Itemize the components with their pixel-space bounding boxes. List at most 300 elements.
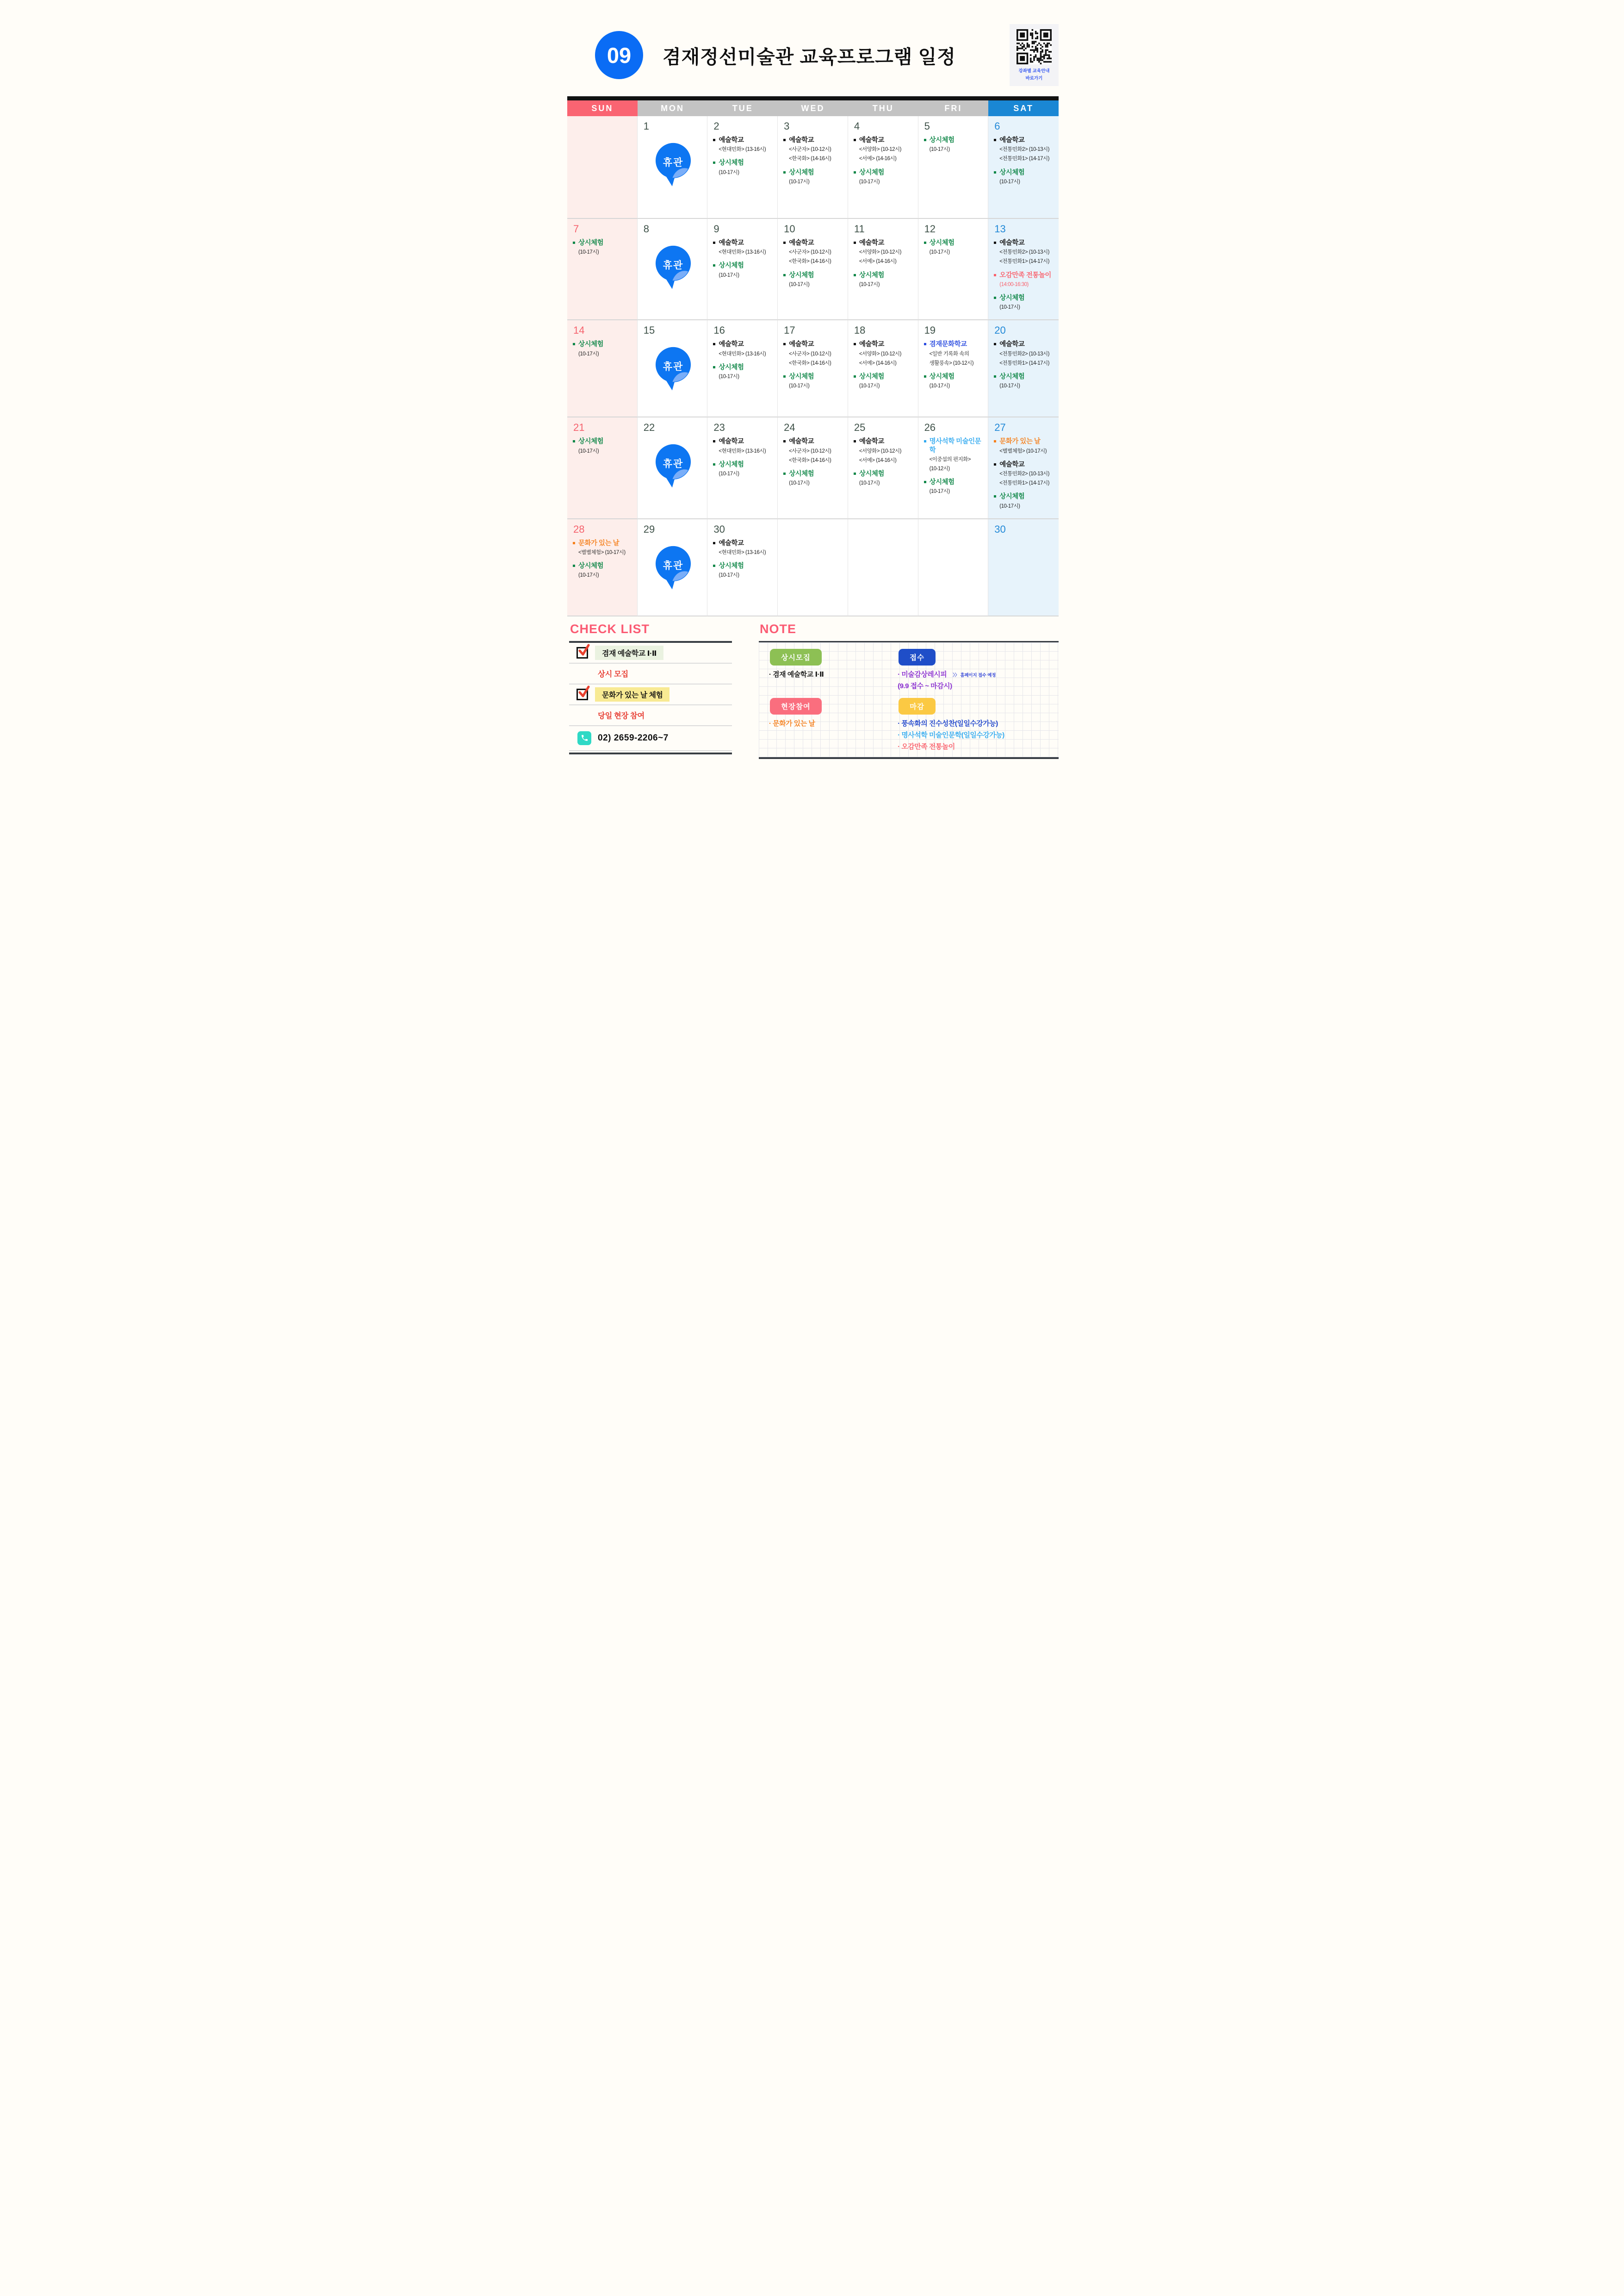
event-item xyxy=(713,437,774,455)
note-item: (9.9 접수 ~ 마감시) xyxy=(898,682,952,690)
closed-sticker xyxy=(653,244,694,291)
event-detail: <전통민화1> (14-17시) xyxy=(999,360,1049,366)
event-title: 상시체험 xyxy=(929,137,955,144)
event-body xyxy=(789,271,814,289)
event-item xyxy=(783,437,844,465)
event-detail: (10-17시) xyxy=(578,572,599,579)
event-detail: <서양화> (10-12시) xyxy=(859,249,901,255)
event-detail: <전통민화1> (14-17시) xyxy=(999,156,1049,162)
closed-label: 휴관 xyxy=(663,260,684,271)
event-bullet-icon xyxy=(854,242,856,244)
qr-caption-line1: 강좌별 교육안내 xyxy=(1018,68,1050,74)
bottom-section xyxy=(569,622,1059,759)
calendar-cell xyxy=(707,116,778,219)
event-bullet-icon xyxy=(924,481,926,483)
event-bullet-icon xyxy=(924,343,926,345)
calendar-cell xyxy=(918,219,989,320)
poster-page xyxy=(541,0,1083,765)
event-body xyxy=(999,437,1047,455)
event-detail: <서예> (14-16시) xyxy=(859,360,897,366)
event-body xyxy=(930,340,974,367)
calendar-cell xyxy=(567,320,638,417)
checklist-item xyxy=(569,726,732,751)
event-title: 예술학교 xyxy=(789,438,814,446)
calendar-cell xyxy=(707,219,778,320)
calendar-week-1 xyxy=(567,116,1059,219)
event-detail: (10-17시) xyxy=(999,503,1020,509)
event-body xyxy=(719,363,744,381)
calendar-week-2 xyxy=(567,219,1059,320)
date-label: 13 xyxy=(994,223,1006,235)
calendar-cell xyxy=(638,219,708,320)
month-badge: 09 xyxy=(595,31,643,79)
date-label: 30 xyxy=(713,523,725,535)
event-detail: <서예> (14-16시) xyxy=(859,156,897,162)
event-item xyxy=(993,294,1055,311)
event-title: 상시체험 xyxy=(859,271,884,279)
event-body xyxy=(999,460,1049,488)
date-label: 25 xyxy=(854,422,866,434)
note-item: · 문화가 있는 날 xyxy=(769,720,815,728)
date-label: 20 xyxy=(994,324,1006,336)
event-title: 예술학교 xyxy=(999,239,1025,247)
event-bullet-icon xyxy=(994,463,996,466)
event-body xyxy=(719,261,744,279)
event-body xyxy=(859,136,901,163)
event-bullet-icon xyxy=(924,375,926,378)
qr-caption xyxy=(1019,68,1050,82)
event-body xyxy=(719,239,766,256)
event-bullet-icon xyxy=(994,171,996,174)
event-item xyxy=(853,340,915,367)
event-title: 예술학교 xyxy=(789,137,814,144)
event-item xyxy=(853,168,915,186)
calendar-cell xyxy=(707,320,778,417)
event-bullet-icon xyxy=(783,274,786,276)
calendar-cell xyxy=(988,519,1059,616)
event-detail: (10-17시) xyxy=(929,383,950,389)
event-detail: (10-17시) xyxy=(719,272,739,278)
event-detail: <이중섭의 편지화> xyxy=(929,456,971,462)
event-title: 예술학교 xyxy=(719,539,744,547)
date-label: 26 xyxy=(924,422,936,434)
date-label: 12 xyxy=(924,223,936,235)
event-body xyxy=(999,492,1024,510)
date-label: 5 xyxy=(924,120,930,132)
calendar-cell xyxy=(918,519,989,616)
event-detail: (10-17시) xyxy=(578,448,599,454)
event-item xyxy=(993,271,1055,289)
event-detail: (10-17시) xyxy=(578,249,599,255)
calendar-week-3 xyxy=(567,320,1059,417)
event-title: 상시체험 xyxy=(929,373,955,380)
event-item xyxy=(572,437,634,455)
event-detail: (10-17시) xyxy=(719,169,739,175)
note-item-suffix: 〉〉 홈페이지 접수 예정 xyxy=(953,672,996,678)
event-body xyxy=(578,539,626,557)
closed-label: 휴관 xyxy=(663,560,684,571)
calendar-cell xyxy=(567,219,638,320)
event-body xyxy=(719,136,766,154)
calendar-top-bar xyxy=(567,96,1059,100)
date-label: 4 xyxy=(854,120,860,132)
event-body xyxy=(789,340,831,367)
calendar-cell xyxy=(638,116,708,219)
event-detail: <한국화> (14-16시) xyxy=(789,156,831,162)
checklist-label: 겸재 예술학교 Ⅰ·Ⅱ xyxy=(595,646,663,660)
event-detail: <전통민화2> (10-13시) xyxy=(999,249,1049,255)
day-header-thu: THU xyxy=(848,100,918,116)
calendar-cell xyxy=(567,519,638,616)
calendar-cell xyxy=(778,417,848,519)
event-detail: (10-17시) xyxy=(789,179,810,185)
calendar-cell xyxy=(778,219,848,320)
event-bullet-icon xyxy=(783,375,786,378)
event-detail: <전통민화2> (10-13시) xyxy=(999,147,1049,153)
event-body xyxy=(578,562,603,579)
calendar-cell xyxy=(918,116,989,219)
event-body xyxy=(999,373,1024,390)
date-label: 23 xyxy=(713,422,725,434)
event-bullet-icon xyxy=(854,139,856,141)
calendar-cell xyxy=(638,417,708,519)
event-bullet-icon xyxy=(994,242,996,244)
calendar-cell xyxy=(918,417,989,519)
event-title: 예술학교 xyxy=(999,341,1025,348)
event-item xyxy=(853,470,915,487)
calendar-cell xyxy=(638,320,708,417)
event-bullet-icon xyxy=(994,495,996,498)
event-item xyxy=(853,373,915,390)
event-bullet-icon xyxy=(924,242,926,244)
event-detail: (10-17시) xyxy=(929,489,950,495)
note-item: · 오감만족 전통놀이 xyxy=(898,742,955,751)
note-block xyxy=(769,698,898,753)
closed-sticker xyxy=(653,142,694,188)
date-label: 16 xyxy=(713,324,725,336)
event-item xyxy=(713,136,774,154)
event-item xyxy=(783,239,844,266)
event-detail: <한국화> (14-16시) xyxy=(789,259,831,265)
phone-number: 02) 2659-2206~7 xyxy=(598,733,669,743)
event-body xyxy=(789,136,831,163)
event-title: 상시체험 xyxy=(578,562,604,570)
note-badge: 상시모집 xyxy=(770,649,822,666)
event-body xyxy=(859,437,901,465)
event-item xyxy=(572,562,634,579)
date-label: 3 xyxy=(784,120,790,132)
event-bullet-icon xyxy=(783,139,786,141)
event-detail: <일반 기록화 속의 xyxy=(929,351,969,357)
checkbox-icon xyxy=(576,647,588,659)
event-item xyxy=(783,373,844,390)
event-bullet-icon xyxy=(854,473,856,475)
event-title: 예술학교 xyxy=(859,239,884,247)
closed-sticker xyxy=(653,545,694,591)
event-item xyxy=(713,562,774,579)
event-detail: (10-17시) xyxy=(789,383,810,389)
checklist-subnote: 당일 현장 참여 xyxy=(598,712,645,721)
event-bullet-icon xyxy=(994,440,996,442)
event-item xyxy=(924,478,985,496)
event-body xyxy=(859,271,884,289)
event-detail: (10-17시) xyxy=(929,147,950,153)
note-title: NOTE xyxy=(760,622,797,636)
event-title: 겸재문화학교 xyxy=(929,341,967,348)
event-item xyxy=(924,373,985,390)
event-item xyxy=(924,340,985,367)
event-detail: (10-17시) xyxy=(719,572,739,579)
event-item xyxy=(713,340,774,358)
note-badge: 접수 xyxy=(899,649,936,666)
calendar-cell xyxy=(778,320,848,417)
event-detail: <사군자> (10-12시) xyxy=(789,249,831,255)
event-title: 상시체험 xyxy=(999,168,1025,176)
event-bullet-icon xyxy=(994,274,996,276)
page-header xyxy=(541,0,1083,86)
event-bullet-icon xyxy=(854,343,856,345)
event-title: 상시체험 xyxy=(578,341,604,348)
event-body xyxy=(719,340,766,358)
checklist-label: 문화가 있는 날 체험 xyxy=(595,687,669,702)
event-item xyxy=(993,136,1055,163)
event-detail: <한국화> (14-16시) xyxy=(789,360,831,366)
event-detail: 생활풍속> (10-12시) xyxy=(929,360,974,366)
date-label: 9 xyxy=(713,223,719,235)
event-item xyxy=(713,261,774,279)
date-label: 2 xyxy=(713,120,719,132)
event-detail: <사군자> (10-12시) xyxy=(789,351,831,357)
day-header-tue: TUE xyxy=(707,100,778,116)
event-item xyxy=(572,340,634,358)
event-title: 상시체험 xyxy=(929,479,955,486)
event-body xyxy=(930,239,955,256)
note-content xyxy=(759,641,1059,759)
closed-label: 휴관 xyxy=(663,361,684,373)
event-title: 상시체험 xyxy=(859,470,884,478)
calendar-cell xyxy=(988,116,1059,219)
event-item xyxy=(993,460,1055,488)
event-detail: <사군자> (10-12시) xyxy=(789,147,831,153)
calendar-cell xyxy=(778,519,848,616)
calendar-grid xyxy=(567,116,1059,616)
event-body xyxy=(930,373,955,390)
event-detail: <전통민화2> (10-13시) xyxy=(999,471,1049,477)
event-body xyxy=(789,437,831,465)
event-item xyxy=(713,239,774,256)
note-block xyxy=(898,649,1055,693)
qr-card[interactable] xyxy=(1010,24,1059,86)
closed-sticker xyxy=(653,443,694,489)
event-body xyxy=(719,562,744,579)
note-item: · 명사석학 미술인문학(일일수강가능) xyxy=(898,731,1004,739)
date-label: 15 xyxy=(643,324,655,336)
event-title: 상시체험 xyxy=(719,262,744,270)
event-item xyxy=(572,239,634,256)
event-title: 상시체험 xyxy=(719,159,744,167)
event-bullet-icon xyxy=(783,171,786,174)
event-bullet-icon xyxy=(713,139,715,141)
event-bullet-icon xyxy=(713,565,715,567)
day-header-wed: WED xyxy=(778,100,848,116)
date-label: 29 xyxy=(643,523,655,535)
event-bullet-icon xyxy=(713,463,715,466)
date-label: 28 xyxy=(573,523,585,535)
event-detail: <별별체험> (10-17시) xyxy=(999,448,1047,454)
event-detail: <서양화> (10-12시) xyxy=(859,147,901,153)
event-detail: <전통민화1> (14-17시) xyxy=(999,259,1049,265)
calendar-week-4 xyxy=(567,417,1059,519)
event-bullet-icon xyxy=(994,343,996,345)
event-bullet-icon xyxy=(573,343,575,345)
event-body xyxy=(930,437,985,473)
event-bullet-icon xyxy=(713,162,715,164)
day-header-sun: SUN xyxy=(567,100,638,116)
qr-code-icon xyxy=(1017,29,1052,64)
event-body xyxy=(789,470,814,487)
event-bullet-icon xyxy=(994,297,996,299)
event-detail: (10-17시) xyxy=(859,179,880,185)
checklist-item xyxy=(569,705,732,726)
event-title: 예술학교 xyxy=(719,137,744,144)
event-item xyxy=(853,136,915,163)
event-title: 예술학교 xyxy=(859,341,884,348)
calendar-cell xyxy=(707,519,778,616)
event-item xyxy=(993,239,1055,266)
event-body xyxy=(578,239,603,256)
checklist-title: CHECK LIST xyxy=(570,622,650,636)
event-item xyxy=(924,136,985,154)
event-title: 상시체험 xyxy=(789,373,814,380)
event-bullet-icon xyxy=(924,139,926,141)
event-title: 예술학교 xyxy=(719,341,744,348)
event-bullet-icon xyxy=(994,375,996,378)
event-bullet-icon xyxy=(573,542,575,544)
note-block xyxy=(769,649,898,693)
event-detail: (10-17시) xyxy=(719,373,739,380)
event-bullet-icon xyxy=(783,242,786,244)
event-body xyxy=(578,340,603,358)
event-title: 예술학교 xyxy=(999,460,1025,468)
event-bullet-icon xyxy=(713,366,715,368)
date-label: 1 xyxy=(643,120,649,132)
event-bullet-icon xyxy=(783,473,786,475)
event-detail: <현대민화> (13-16시) xyxy=(719,351,766,357)
event-detail: (10-17시) xyxy=(999,383,1020,389)
event-bullet-icon xyxy=(994,139,996,141)
event-title: 상시체험 xyxy=(789,470,814,478)
calendar xyxy=(567,96,1059,616)
event-bullet-icon xyxy=(783,440,786,442)
event-bullet-icon xyxy=(854,375,856,378)
event-body xyxy=(930,136,955,154)
event-detail: <전통민화2> (10-13시) xyxy=(999,351,1049,357)
calendar-cell xyxy=(567,116,638,219)
event-body xyxy=(719,437,766,455)
date-label: 11 xyxy=(854,223,865,235)
note-item: · 풍속화의 진수성찬(일일수강가능) xyxy=(898,720,998,728)
checklist-item xyxy=(569,664,732,684)
event-detail: (10-17시) xyxy=(719,471,739,477)
event-detail: <사군자> (10-12시) xyxy=(789,448,831,454)
event-detail: <현대민화> (13-16시) xyxy=(719,147,766,153)
event-body xyxy=(719,539,766,557)
checklist-list xyxy=(569,641,732,754)
event-detail: <한국화> (14-16시) xyxy=(789,457,831,463)
event-body xyxy=(719,159,744,176)
checklist-section xyxy=(569,622,732,754)
date-label: 6 xyxy=(994,120,1000,132)
event-detail: <서예> (14-16시) xyxy=(859,457,897,463)
event-detail: (10-12시) xyxy=(929,466,950,472)
calendar-cell xyxy=(918,320,989,417)
event-detail: <현대민화> (13-16시) xyxy=(719,249,766,255)
event-item xyxy=(783,168,844,186)
event-title: 상시체험 xyxy=(719,460,744,468)
event-item xyxy=(853,239,915,266)
event-bullet-icon xyxy=(573,565,575,567)
event-body xyxy=(719,460,744,478)
event-detail: <서양화> (10-12시) xyxy=(859,448,901,454)
event-item xyxy=(993,373,1055,390)
note-item: · 미술감상레시피 〉〉 홈페이지 접수 예정 xyxy=(898,670,996,678)
event-title: 상시체험 xyxy=(999,493,1025,501)
closed-label: 휴관 xyxy=(663,459,684,470)
calendar-cell xyxy=(848,519,918,616)
date-label: 24 xyxy=(784,422,795,434)
checkbox-icon xyxy=(576,689,588,700)
event-bullet-icon xyxy=(854,274,856,276)
checklist-item xyxy=(569,684,732,705)
event-item xyxy=(853,437,915,465)
calendar-cell xyxy=(638,519,708,616)
event-item xyxy=(853,271,915,289)
event-body xyxy=(999,168,1024,186)
calendar-cell xyxy=(848,219,918,320)
calendar-cell xyxy=(988,219,1059,320)
event-title: 상시체험 xyxy=(999,373,1025,380)
day-header-sat: SAT xyxy=(988,100,1059,116)
event-item xyxy=(713,539,774,557)
event-title: 상시체험 xyxy=(578,239,604,247)
page-title: 겸재정선미술관 교육프로그램 일정 xyxy=(663,46,956,68)
event-detail: (14:00-16:30) xyxy=(999,281,1029,287)
event-item xyxy=(572,539,634,557)
note-badge: 마감 xyxy=(899,698,936,715)
event-title: 상시체험 xyxy=(719,363,744,371)
event-body xyxy=(859,340,901,367)
day-header-mon: MON xyxy=(638,100,708,116)
calendar-cell xyxy=(848,320,918,417)
calendar-day-headers xyxy=(567,100,1059,116)
calendar-week-5 xyxy=(567,519,1059,616)
event-bullet-icon xyxy=(713,264,715,267)
qr-caption-line2: 바로가기 xyxy=(1025,76,1043,81)
date-label: 22 xyxy=(643,422,655,434)
calendar-cell xyxy=(778,116,848,219)
checklist-subnote: 상시 모집 xyxy=(598,670,628,679)
event-title: 오감만족 전통놀이 xyxy=(999,271,1051,279)
calendar-cell xyxy=(848,417,918,519)
event-bullet-icon xyxy=(713,343,715,345)
event-bullet-icon xyxy=(854,171,856,174)
event-title: 상시체험 xyxy=(719,562,744,570)
event-detail: <별별체험> (10-17시) xyxy=(578,549,626,555)
event-detail: (10-17시) xyxy=(789,480,810,486)
calendar-cell xyxy=(988,320,1059,417)
phone-icon xyxy=(577,731,591,745)
event-body xyxy=(859,373,884,390)
